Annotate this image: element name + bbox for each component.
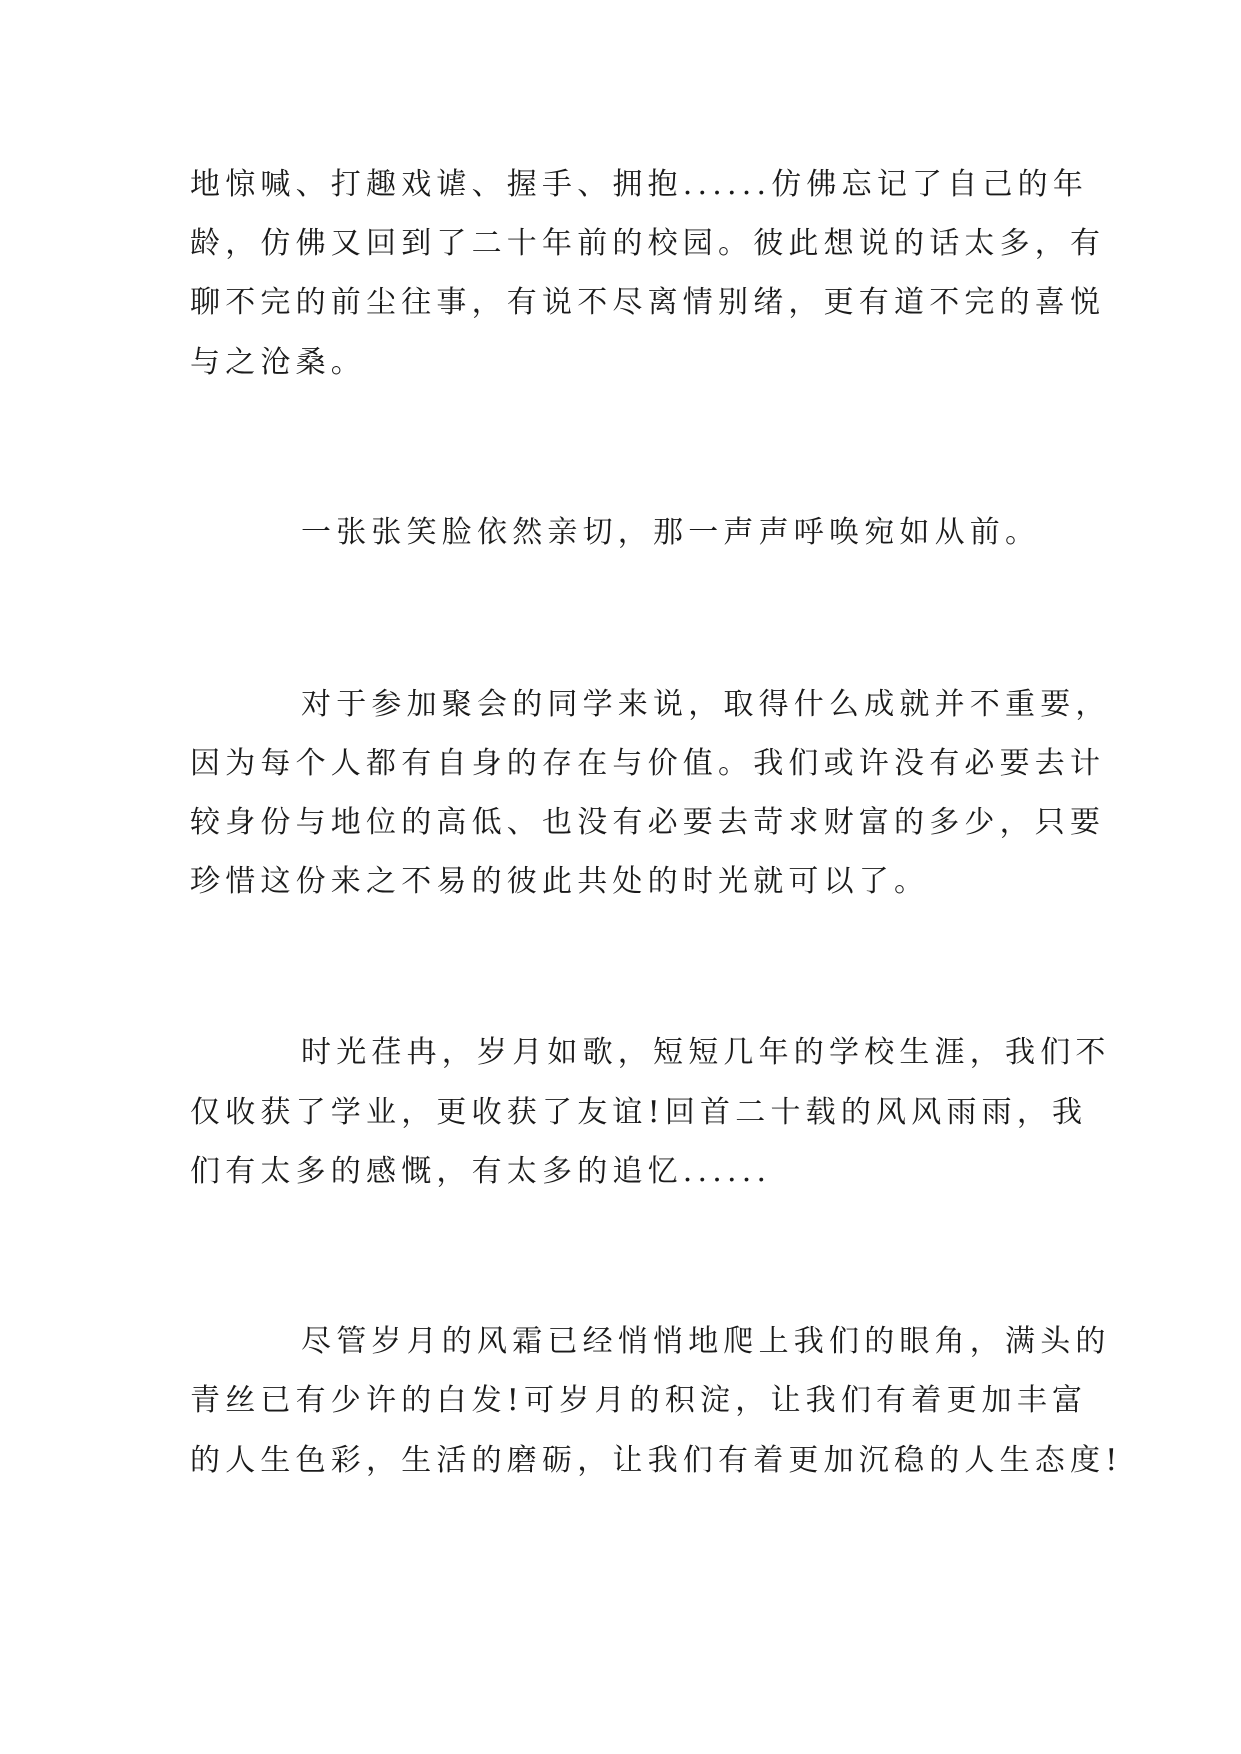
paragraph-1-line-2: 龄，仿佛又回到了二十年前的校园。彼此想说的话太多，有 bbox=[190, 226, 1106, 261]
paragraph-5-line-3: 的人生色彩，生活的磨砺，让我们有着更加沉稳的人生态度! bbox=[190, 1443, 1123, 1478]
paragraph-3-line-3: 较身份与地位的高低、也没有必要去苛求财富的多少，只要 bbox=[190, 805, 1106, 840]
paragraph-4-line-1: 时光荏冉，岁月如歌，短短几年的学校生涯，我们不 bbox=[301, 1035, 1111, 1070]
paragraph-3-line-2: 因为每个人都有自身的存在与价值。我们或许没有必要去计 bbox=[190, 746, 1106, 781]
paragraph-4-line-2: 仅收获了学业，更收获了友谊!回首二十载的风风雨雨，我 bbox=[190, 1095, 1088, 1130]
paragraph-1-line-1: 地惊喊、打趣戏谑、握手、拥抱......仿佛忘记了自己的年 bbox=[190, 167, 1089, 202]
paragraph-5-line-1: 尽管岁月的风霜已经悄悄地爬上我们的眼角，满头的 bbox=[301, 1324, 1111, 1359]
paragraph-1-line-3: 聊不完的前尘往事，有说不尽离情别绪，更有道不完的喜悦 bbox=[190, 285, 1106, 320]
paragraph-3-line-4: 珍惜这份来之不易的彼此共处的时光就可以了。 bbox=[190, 864, 930, 899]
paragraph-3-line-1: 对于参加聚会的同学来说，取得什么成就并不重要， bbox=[301, 687, 1111, 722]
paragraph-4-line-3: 们有太多的感慨，有太多的追忆...... bbox=[190, 1154, 772, 1189]
paragraph-1-line-4: 与之沧桑。 bbox=[190, 345, 366, 380]
paragraph-2-line-1: 一张张笑脸依然亲切，那一声声呼唤宛如从前。 bbox=[301, 515, 1041, 550]
paragraph-5-line-2: 青丝已有少许的白发!可岁月的积淀，让我们有着更加丰富 bbox=[190, 1383, 1088, 1418]
